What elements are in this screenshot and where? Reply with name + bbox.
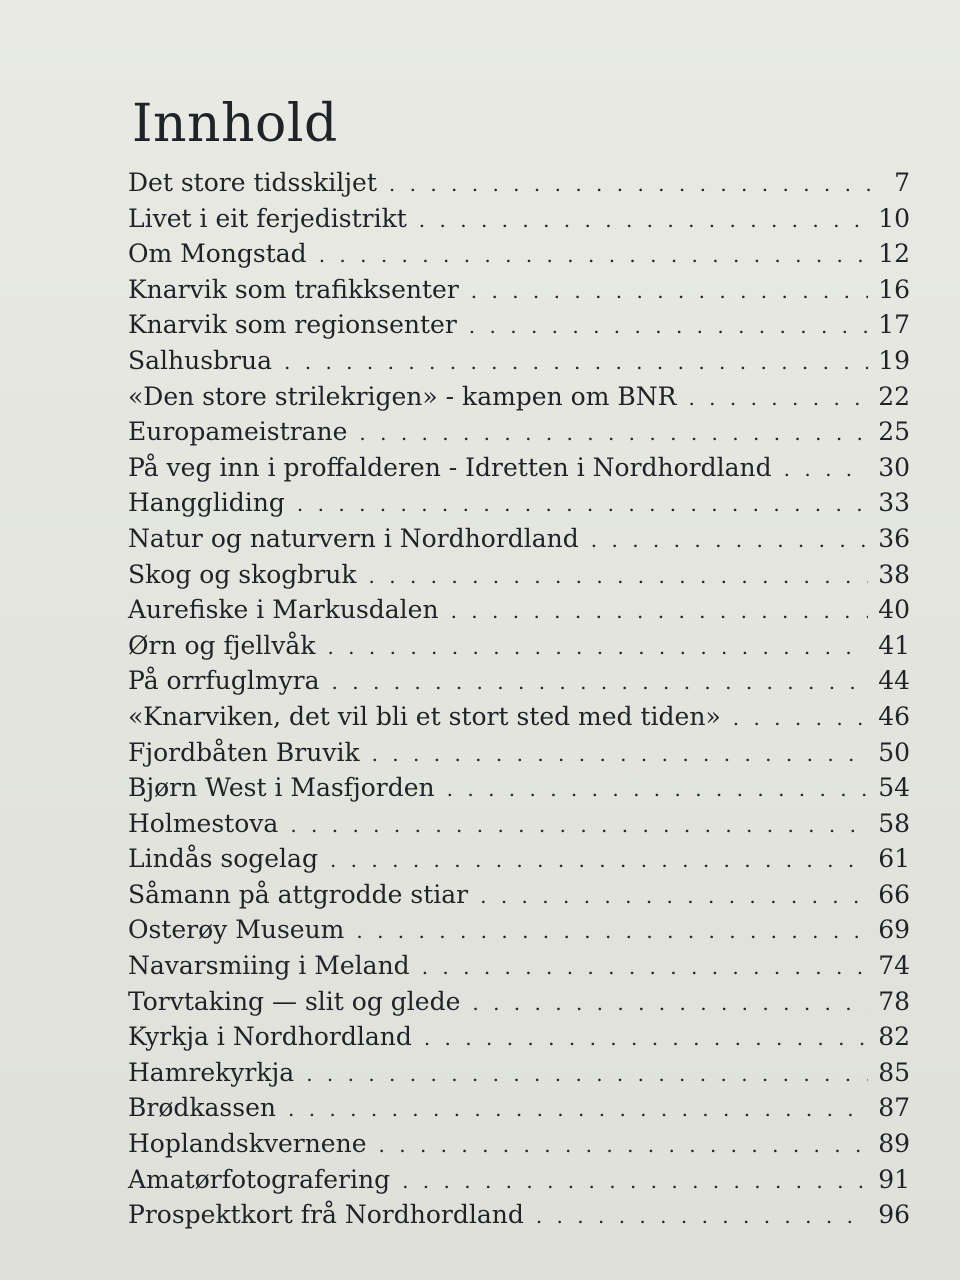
toc-entry-page-number: 30 [878,452,910,482]
dot-leader [536,1199,868,1235]
toc-entry-page-number: 7 [894,168,910,197]
toc-entry-title: Brødkassen [128,1093,276,1123]
dot-leader [369,559,869,595]
toc-entry [128,414,910,450]
toc-entry-title: Kyrkja i Nordhordland [128,1022,412,1052]
toc-entry-page-number: 85 [878,1057,910,1087]
toc-entry-page-number: 46 [878,701,910,731]
dot-leader [372,737,869,773]
dot-leader [389,167,870,203]
toc-entry-title: Såmann på attgrodde stiar [128,879,469,909]
toc-entry-title: Ørn og fjellvåk [128,630,316,660]
toc-entry-title: Holmestova [128,808,279,838]
toc-entry [128,841,910,877]
toc-entry-title: Prospektkort frå Nordhordland [128,1200,524,1230]
toc-entry [128,165,910,201]
toc-entry-title: Hoplandskvernene [128,1129,367,1159]
toc-entry-page-number: 61 [878,844,910,874]
toc-entry-page-number: 78 [878,986,910,1016]
dot-leader [327,630,868,666]
dot-leader [447,772,869,808]
toc-entry-title: Aurefiske i Markusdalen [128,595,439,625]
dot-leader [330,843,868,879]
toc-entry [128,201,910,237]
toc-entry-page-number: 22 [878,381,910,411]
toc-entry [128,770,910,806]
toc-entry [128,343,910,379]
toc-entry-page-number: 16 [878,274,910,304]
toc-entry-title: Skog og skogbruk [128,559,357,589]
toc-entry-title: På veg inn i proffalderen - Idretten i Nordhordland [128,452,772,482]
toc-entry-page-number: 58 [878,808,910,838]
toc-entry-title: Knarvik som regionsenter [128,310,457,340]
dot-leader [290,808,868,844]
toc-entry [128,1090,910,1126]
toc-entry [128,663,910,699]
toc-entry [128,557,910,593]
toc-entry-page-number: 10 [878,203,910,233]
dot-leader [284,345,868,381]
toc-entry-page-number: 66 [878,879,910,909]
dot-leader [424,1021,868,1057]
toc-entry-title: Natur og naturvern i Nordhordland [128,523,579,553]
toc-entry-title: Navarsmiing i Meland [128,951,410,981]
toc-entry-page-number: 96 [878,1200,910,1230]
toc-entry-page-number: 82 [878,1022,910,1052]
toc-entry [128,450,910,486]
toc-entry-page-number: 36 [878,523,910,553]
toc-entry-title: Bjørn West i Masfjorden [128,773,435,803]
toc-entry [128,735,910,771]
toc-entry-title: På orrfuglmyra [128,666,320,696]
dot-leader [402,1164,868,1200]
toc-entry [128,1055,910,1091]
toc-entry-title: Om Mongstad [128,239,307,269]
toc-entry [128,948,910,984]
toc-entry-title: Amatørfotografering [128,1164,391,1194]
toc-entry [128,877,910,913]
toc-entry-page-number: 33 [878,488,910,518]
toc-entry-page-number: 50 [878,737,910,767]
toc-entry-title: Fjordbåten Bruvik [128,737,360,767]
toc-entry-title: Torvtaking — slit og glede [128,986,461,1016]
toc-entry [128,1162,910,1198]
toc-entry [128,628,910,664]
toc-entry [128,984,910,1020]
dot-leader [356,914,868,950]
toc-entry-page-number: 12 [878,239,910,269]
toc-entry-page-number: 54 [878,773,910,803]
toc-entry-page-number: 74 [878,951,910,981]
toc-entry [128,236,910,272]
dot-leader [451,594,869,630]
dot-leader [297,487,868,523]
dot-leader [332,665,869,701]
toc-entry-title: Lindås sogelag [128,844,318,874]
dot-leader [319,238,869,274]
toc-entry [128,379,910,415]
dot-leader [784,452,869,488]
toc-entry-title: Knarvik som trafikksenter [128,274,459,304]
toc-entry-page-number: 19 [878,345,910,375]
toc-entry-page-number: 40 [878,595,910,625]
toc-entry-title: «Knarviken, det vil bli et stort sted med tiden» [128,701,721,731]
page-title: Innhold [132,94,338,154]
dot-leader [422,950,869,986]
toc-entry-page-number: 91 [878,1164,910,1194]
table-of-contents [128,165,910,1233]
toc-entry-title: Livet i eit ferjedistrikt [128,203,407,233]
toc-entry-title: Osterøy Museum [128,915,345,945]
toc-entry-page-number: 25 [878,417,910,447]
toc-entry-title: Europameistrane [128,417,348,447]
toc-entry [128,1126,910,1162]
toc-entry [128,307,910,343]
dot-leader [419,203,868,239]
toc-entry [128,699,910,735]
toc-entry-title: Det store tidsskiljet [128,168,377,197]
dot-leader [359,416,868,452]
toc-entry-page-number: 41 [878,630,910,660]
dot-leader [591,523,868,559]
dot-leader [480,879,868,915]
toc-entry-page-number: 17 [878,310,910,340]
toc-entry [128,1197,910,1233]
toc-entry-title: Salhusbrua [128,345,273,375]
toc-entry-page-number: 44 [878,666,910,696]
toc-entry-title: Hamrekyrkja [128,1057,295,1087]
dot-leader [688,381,868,417]
toc-entry-page-number: 87 [878,1093,910,1123]
dot-leader [379,1128,869,1164]
toc-entry [128,592,910,628]
toc-entry [128,1019,910,1055]
toc-entry-page-number: 38 [878,559,910,589]
dot-leader [469,309,868,345]
toc-entry-title: «Den store strilekrigen» - kampen om BNR [128,381,677,411]
toc-entry-title: Hanggliding [128,488,285,518]
toc-entry [128,272,910,308]
toc-entry [128,806,910,842]
toc-entry [128,912,910,948]
toc-entry [128,485,910,521]
toc-entry [128,521,910,557]
dot-leader [306,1057,868,1093]
toc-entry-page-number: 69 [878,915,910,945]
dot-leader [288,1092,868,1128]
dot-leader [471,274,868,310]
dot-leader [733,701,868,737]
dot-leader [472,986,868,1022]
toc-entry-page-number: 89 [878,1129,910,1159]
